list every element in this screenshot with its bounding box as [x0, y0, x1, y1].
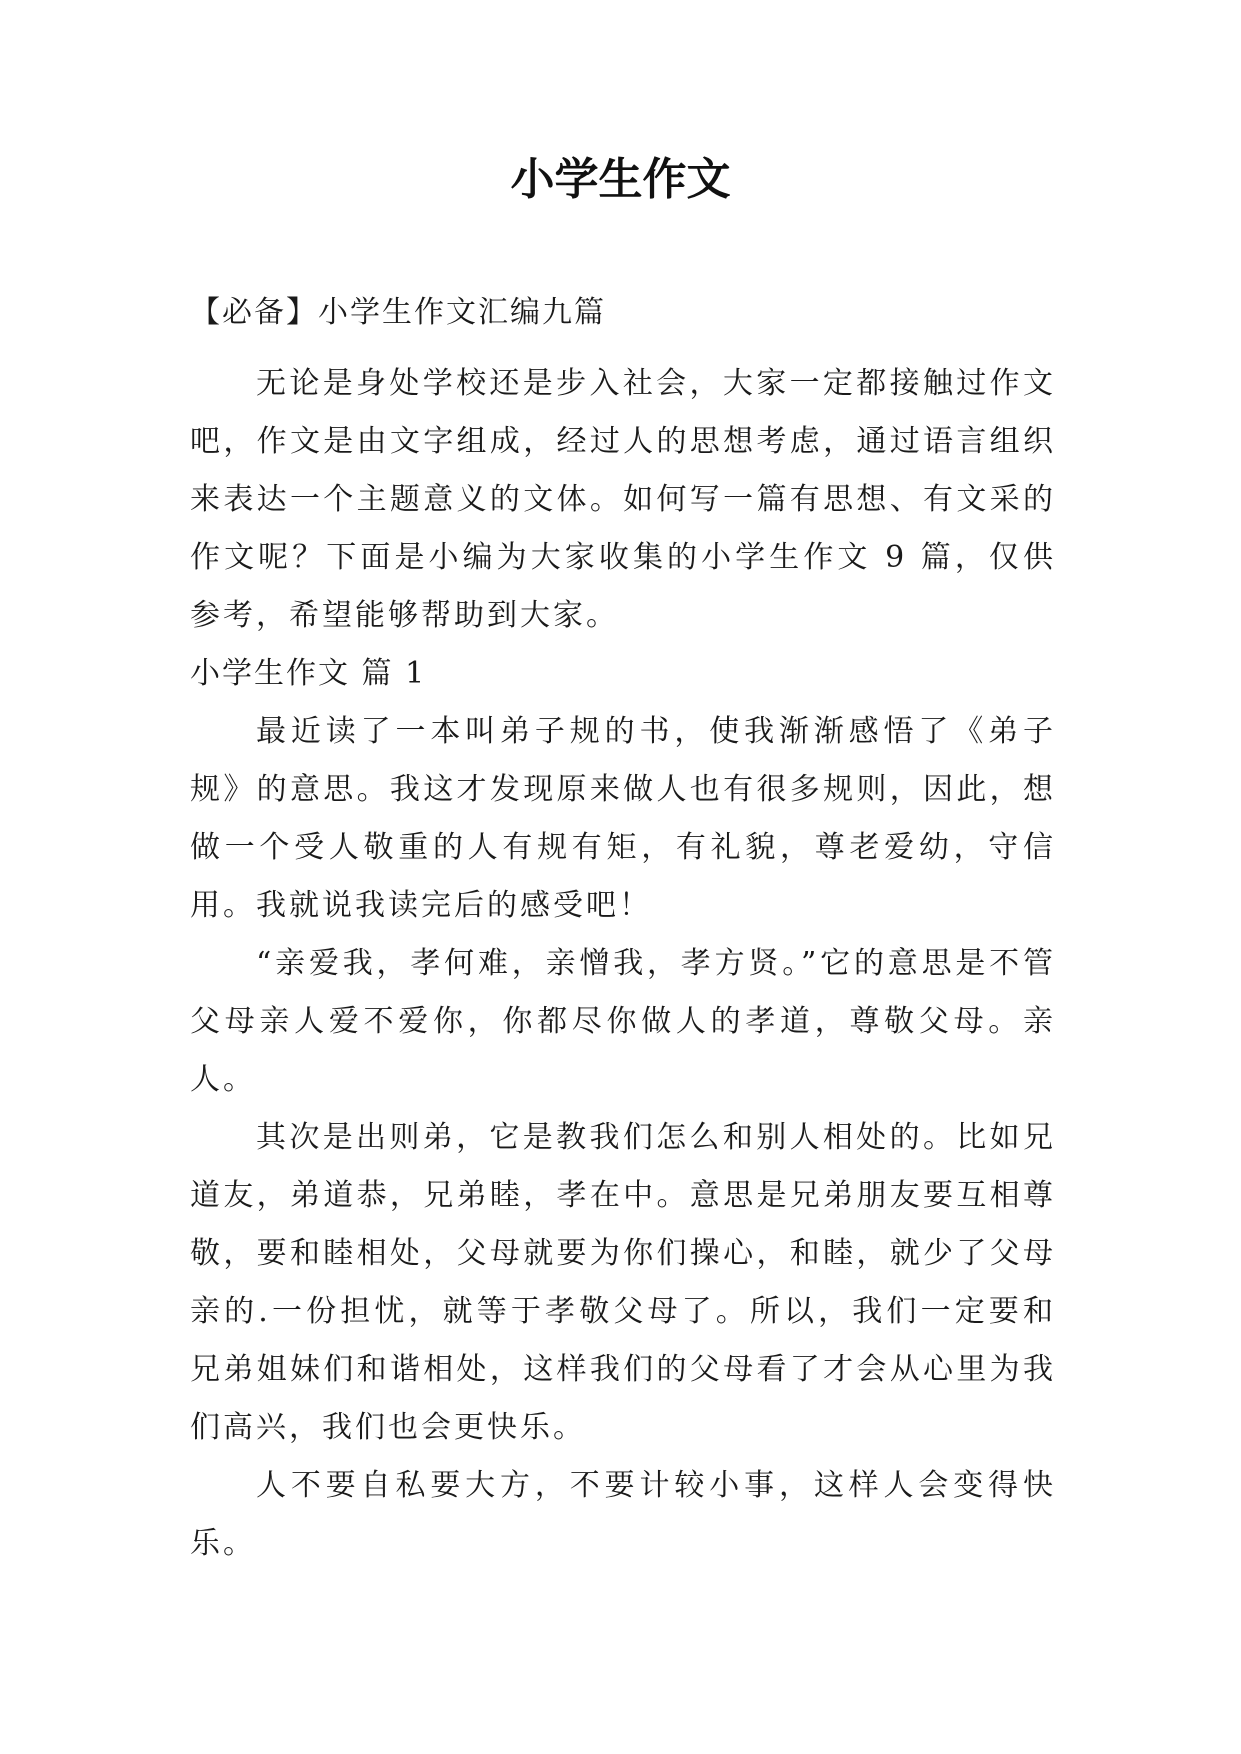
intro-paragraph: 无论是身处学校还是步入社会，大家一定都接触过作文吧，作文是由文字组成，经过人的思想考虑，通过语言组织来表达一个主题意义的文体。如何写一篇有思想、有文采的作文呢？下面是小编为大家收集的小学生作文 9 篇，仅供参考，希望能够帮助到大家。: [190, 366, 1056, 633]
section-heading: 小学生作文 篇 1: [190, 656, 427, 691]
body-paragraph: 其次是出则弟，它是教我们怎么和别人相处的。比如兄道友，弟道恭，兄弟睦，孝在中。意思是兄弟朋友要互相尊敬，要和睦相处，父母就要为你们操心，和睦，就少了父母亲的.一份担忧，就等于孝敬父母了。所以，我们一定要和兄弟姐妹们和谐相处，这样我们的父母看了才会从心里为我们高兴，我们也会更快乐。: [190, 1120, 1056, 1445]
document-subtitle: 【必备】小学生作文汇编九篇: [190, 295, 606, 330]
body-paragraph: 人不要自私要大方，不要计较小事，这样人会变得快乐。: [190, 1468, 1056, 1561]
body-paragraph: 最近读了一本叫弟子规的书，使我渐渐感悟了《弟子规》的意思。我这才发现原来做人也有很多规则，因此，想做一个受人敬重的人有规有矩，有礼貌，尊老爱幼，守信用。我就说我读完后的感受吧！: [190, 714, 1056, 923]
document-body: [190, 355, 1056, 1573]
body-paragraph: “亲爱我，孝何难，亲憎我，孝方贤。”它的意思是不管父母亲人爱不爱你，你都尽你做人的孝道，尊敬父母。亲人。: [190, 946, 1056, 1097]
document-title: 小学生作文: [510, 154, 731, 205]
